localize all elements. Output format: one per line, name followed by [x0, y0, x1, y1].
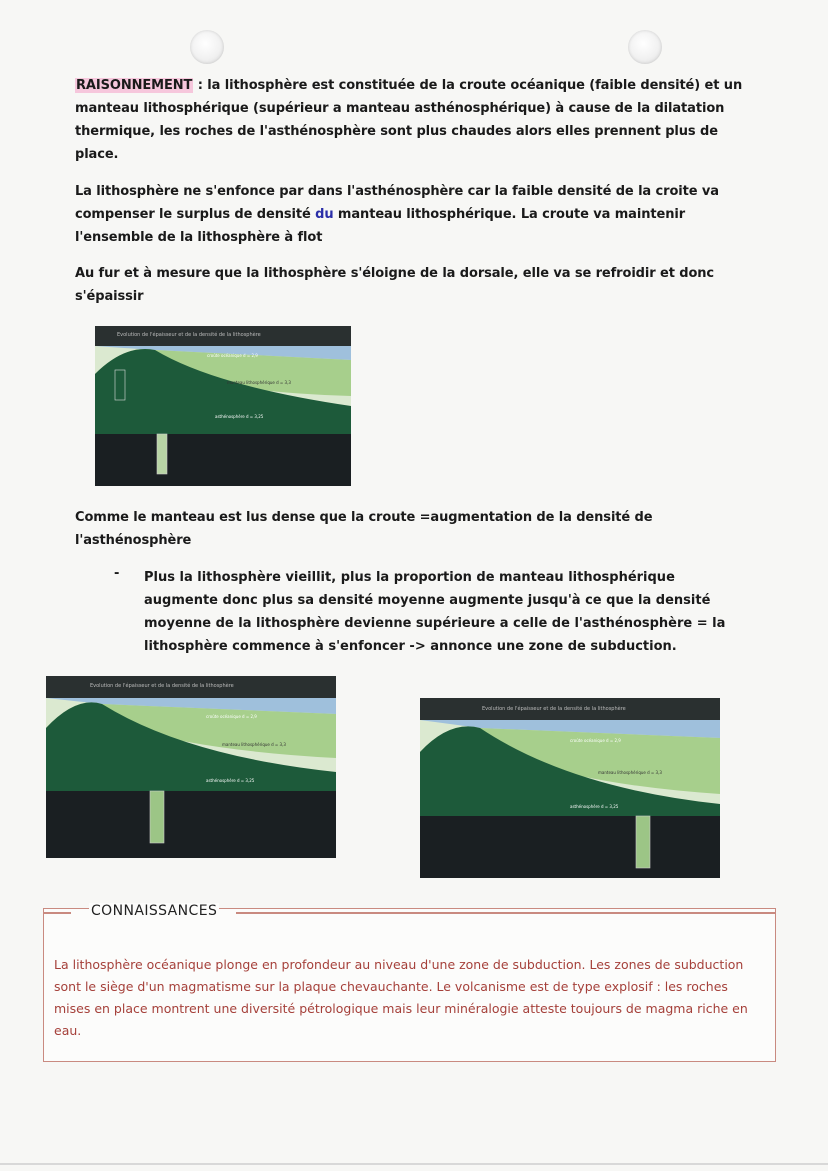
buoyancy-paragraph: [75, 180, 755, 249]
lithosphere-diagram: [95, 326, 351, 486]
figure-mantle-label: manteau lithosphérique d = 3,3: [222, 742, 286, 747]
buoyancy-text-1: La lithosphère ne s'enfonce par dans l'asthénosphère car la faible densité de la croite va compenser le surplus de densité: [75, 184, 719, 222]
lithosphere-diagram: [420, 698, 720, 878]
figure-title: Evolution de l'épaisseur et de la densité de la lithosphère: [90, 683, 234, 689]
figure-astheno-label: asthénosphère d = 3,25: [570, 804, 619, 809]
bullet-text: Plus la lithosphère vieillit, plus la proportion de manteau lithosphérique augmente donc plus sa densité moyenne augmente jusqu'à ce que la densité moyenne de la lithosphère devienne supérieure a celle de l'asthénosphère = la lithosphère commence à s'enfoncer -> annonce une zone de subduction.: [144, 570, 726, 654]
knowledge-text: La lithosphère océanique plonge en profondeur au niveau d'une zone de subduction. Les zones de subduction sont le siège d'un magmatisme sur la plaque chevauchante. Le volcanisme est de type explosif : les roches mises en place montrent une diversité pétrologique mais leur minéralogie atteste toujours de magma riche en eau.: [54, 957, 748, 1038]
reasoning-paragraph: [75, 74, 755, 166]
cooling-paragraph: Au fur et à mesure que la lithosphère s'éloigne de la dorsale, elle va se refroidir et donc s'épaissir: [75, 266, 715, 304]
figure-astheno-label: asthénosphère d = 3,25: [206, 778, 255, 783]
figure-crust-label: croûte océanique d = 2,9: [570, 738, 621, 743]
buoyancy-text-blue: du: [315, 207, 334, 222]
bullet-dash: -: [114, 566, 120, 581]
figure-crust-label: croûte océanique d = 2,9: [206, 714, 257, 719]
density-paragraph: Comme le manteau est lus dense que la croute =augmentation de la densité de l'asthénosphère: [75, 510, 653, 548]
knowledge-box: [43, 903, 776, 1062]
figure-astheno-label: asthénosphère d = 3,25: [215, 414, 264, 419]
box-top-line: [236, 912, 776, 914]
lithosphere-figure-1: [95, 326, 351, 486]
figure-title: Evolution de l'épaisseur et de la densité de la lithosphère: [117, 332, 261, 338]
figure-crust-label: croûte océanique d = 2,9: [207, 353, 258, 358]
reasoning-text: : la lithosphère est constituée de la croute océanique (faible densité) et un manteau lithosphérique (supérieur a manteau asthénosphérique) à cause de la dilatation thermique, les roches de l'asthénosphère sont plus chaudes alors elles prennent plus de place.: [75, 78, 743, 162]
punch-hole: [190, 30, 224, 64]
lithosphere-diagram: [46, 676, 336, 858]
figure-mantle-label: manteau lithosphérique d = 3,3: [598, 770, 662, 775]
page-bottom-edge: [0, 1163, 828, 1165]
reasoning-label: RAISONNEMENT: [76, 78, 193, 93]
punch-hole: [628, 30, 662, 64]
figure-title: Evolution de l'épaisseur et de la densité de la lithosphère: [482, 706, 626, 712]
figure-mantle-label: manteau lithosphérique d = 3,3: [227, 380, 291, 385]
buoyancy-text-2: manteau lithosphérique. La croute va maintenir l'ensemble de la lithosphère à flot: [75, 207, 686, 245]
lithosphere-figure-2: [46, 676, 336, 858]
box-top-line: [43, 912, 71, 914]
knowledge-title: CONNAISSANCES: [91, 903, 218, 919]
lithosphere-figure-3: [420, 698, 720, 878]
